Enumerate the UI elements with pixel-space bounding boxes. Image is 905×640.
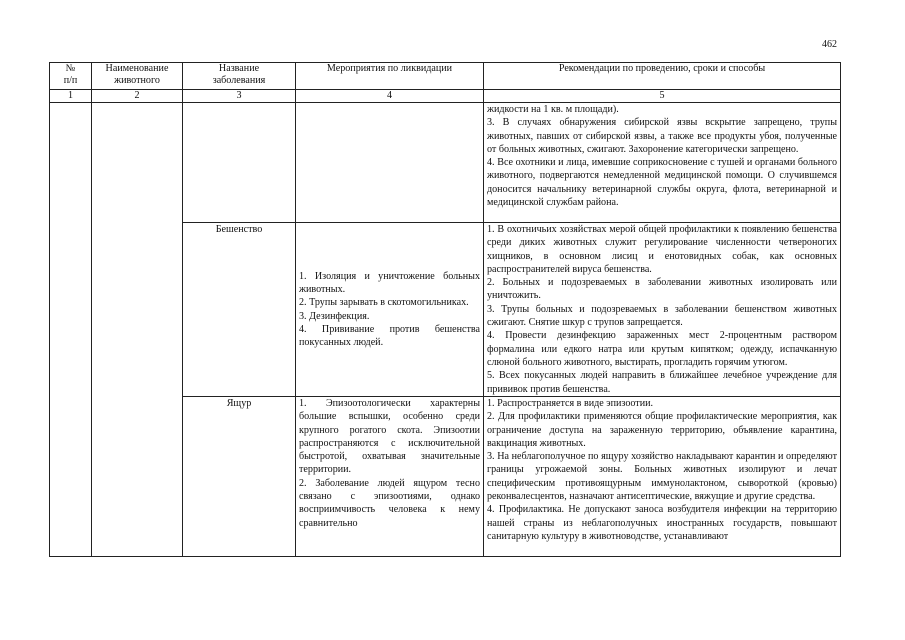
recommendation-text: 1. Распространяется в виде эпизоотии. xyxy=(487,398,654,409)
recommendations-cell xyxy=(484,103,841,223)
disease-measures-table xyxy=(49,62,841,557)
table-row xyxy=(50,103,841,223)
header-animal-line1: Наименование xyxy=(105,63,169,74)
measure-text: 2. Трупы зарывать в скотомогильниках. xyxy=(299,297,469,309)
recommendation-text: 4. Провести дезинфекцию зараженных мест 2-процентным раствором формалина или едкого натра или крутым кипятком; одежду, испачканную слюной больного животного, выстирать, прогладить горячим утюгом. xyxy=(487,330,837,368)
measure-text: 1. Изоляция и уничтожение больных животных. xyxy=(299,270,480,295)
column-number-row xyxy=(50,90,841,103)
measure-text: 4. Прививание против бешенства покусанных людей. xyxy=(299,323,480,349)
header-number-line1: № xyxy=(65,63,76,74)
measures-cell xyxy=(296,103,484,223)
header-disease-line2: заболевания xyxy=(212,75,266,86)
header-number xyxy=(50,63,92,90)
recommendation-text: 2. Для профилактики применяются общие профилактические мероприятия, как ограничение доступа на зараженную территорию, объявление карантина, вакцинация животных. xyxy=(487,411,837,449)
header-measures: Мероприятия по ликвидации xyxy=(296,63,484,90)
recommendations-cell xyxy=(484,223,841,397)
header-animal-name xyxy=(92,63,183,90)
disease-cell: Ящур xyxy=(183,397,296,557)
column-number: 3 xyxy=(183,90,296,103)
header-number-line2: п/п xyxy=(63,75,78,86)
recommendation-text: 1. В охотничьих хозяйствах мерой общей профилактики к появлению бешенства среди диких животных служит регулирование численности четвероногих хищников, в основном лисиц и енотовидных собак, как основных распространителей вируса бешенства. xyxy=(487,224,837,275)
column-number: 2 xyxy=(92,90,183,103)
disease-cell: Бешенство xyxy=(183,223,296,397)
header-animal-line2: животного xyxy=(114,75,160,86)
header-recommendations: Рекомендации по проведению, сроки и способы xyxy=(484,63,841,90)
column-number: 4 xyxy=(296,90,484,103)
disease-cell xyxy=(183,103,296,223)
number-cell xyxy=(50,103,92,557)
table-header-row xyxy=(50,63,841,90)
animal-cell xyxy=(92,103,183,557)
measures-cell xyxy=(296,223,484,397)
header-disease-line1: Название xyxy=(218,63,260,74)
recommendation-text: 4. Все охотники и лица, имевшие соприкосновение с тушей и органами больного животного, подвергаются немедленной медицинской помощи. О случившемся доносится начальнику ветеринарной службы округа, флота, ветеринарной и медицинской службам района. xyxy=(487,157,837,209)
header-disease-name xyxy=(183,63,296,90)
measures-cell xyxy=(296,397,484,557)
measure-text: 3. Дезинфекция. xyxy=(299,310,370,322)
recommendation-text: 3. Трупы больных и подозреваемых в заболевании бешенством животных сжигают. Снятие шкур с трупов запрещается. xyxy=(487,303,837,329)
recommendation-text: жидкости на 1 кв. м площади). xyxy=(487,104,619,115)
recommendation-text: 3. На неблагополучное по ящуру хозяйство накладывают карантин и определяют границы угрожаемой зоны. Больных животных изолируют и лечат специфическим противоящурным иммунолактоном, сывороткой (кровью) реконвалесцентов, назначают антисептические, вяжущие и другие средства. xyxy=(487,451,837,503)
recommendations-cell xyxy=(484,397,841,557)
page-number: 462 xyxy=(822,39,837,50)
recommendation-text: 3. В случаях обнаружения сибирской язвы вскрытие запрещено, трупы животных, павших от сибирской язвы, а также все продукты убоя, полученные от больных животных, сжигают. Захоронение категорически запрещено. xyxy=(487,117,837,155)
column-number: 5 xyxy=(484,90,841,103)
recommendation-text: 2. Больных и подозреваемых в заболевании животных изолировать или уничтожить. xyxy=(487,277,837,302)
recommendation-text: 4. Профилактика. Не допускают заноса возбудителя инфекции на территорию нашей страны из неблагополучных иностранных государств, повышают санитарную культуру в животноводстве, устанавливают xyxy=(487,504,837,542)
measure-text: 2. Заболевание людей ящуром тесно связано с эпизоотиями, однако восприимчивость человека к нему сравнительно xyxy=(299,477,480,529)
measure-text: 1. Эпизоотологически характерны большие вспышки, особенно среди крупного рогатого скота. Эпизоотии распространяются с исключительной быстротой, охватывая значительные территории. xyxy=(299,398,480,476)
recommendation-text: 5. Всех покусанных людей направить в ближайшее лечебное учреждение для прививок против бешенства. xyxy=(487,370,837,395)
column-number: 1 xyxy=(50,90,92,103)
